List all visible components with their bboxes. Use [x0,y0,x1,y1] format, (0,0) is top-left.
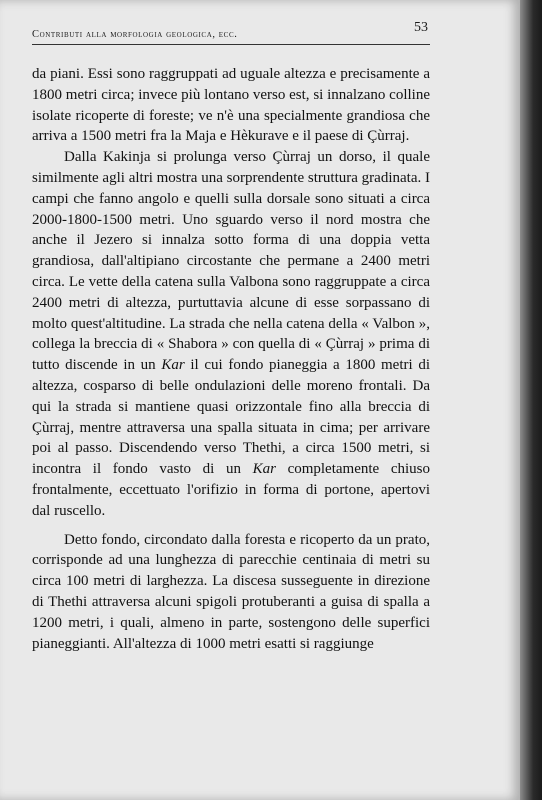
paragraph-text: da piani. Essi sono raggruppati ad uguale altezza e precisamente a 1800 metri circa; invece più lontano verso est, si innalzano colline isolate ricoperte di foreste; ve n'è una specialmente grandiosa che arriva a 1500 metri fra la Maja e Hèkurave e il paese di Çùrraj. [32,66,430,145]
running-title: Contributi alla morfologia geologica, ecc. [32,29,238,40]
header-rule [32,44,430,45]
paragraph-continuation [32,64,430,147]
paragraph-fondo [32,530,430,655]
body-text [32,64,430,654]
italic-term: Kar [252,461,276,478]
paragraph-text: il cui fondo pianeggia a 1800 metri di altezza, cosparso di belle ondulazioni delle moreno frontali. Da qui la strada si mantiene quasi orizzontale fino alla breccia di Çùrraj, mentre attraversa una spalla situata in cima; per arrivare poi al passo. Discendendo verso Thethi, a circa 1500 metri, si incontra il fondo vasto di un [32,357,430,478]
page-number: 53 [414,20,428,35]
paragraph-text: Detto fondo, circondato dalla foresta e ricoperto da un prato, corrisponde ad una lunghezza di parecchie centinaia di metri su circa 100 metri di larghezza. La discesa susseguente in direzione di Thethi attraversa alcuni spigoli protuberanti a guisa di spalla a 1200 metri, i quali, almeno in parte, sostengono delle superfici pianeggianti. All'altezza di 1000 metri esatti si raggiunge [32,531,430,652]
paragraph-text: Dalla Kakinja si prolunga verso Çùrraj un dorso, il quale similmente agli altri mostra una sorprendente struttura gradinata. I campi che fanno angolo e quelli sulla dorsale sono situati a circa 2000-1800-1500 metri. Uno sguardo verso il nord mostra che anche il Jezero si innalza sotto forma di una doppia vetta grandiosa, dall'altipiano circostante che permane a 2400 metri circa. Le vette della catena sulla Valbona sono raggruppate a circa 2400 metri di altezza, purtuttavia alcune di esse sorpassano di molto quest'altitudine. La strada che nella catena della « Valbon », collega la breccia di « Shabora » con quella di « Çùrraj » prima di tutto discende in un [32,149,430,374]
page-header [32,22,428,41]
book-spine-shadow [520,0,542,800]
paragraph-text: completamente chiuso frontalmente, eccettuato l'orifizio in forma di portone, apertovi dal ruscello. [32,461,430,519]
paragraph-kakinja [32,147,430,521]
italic-term: Kar [161,357,185,374]
